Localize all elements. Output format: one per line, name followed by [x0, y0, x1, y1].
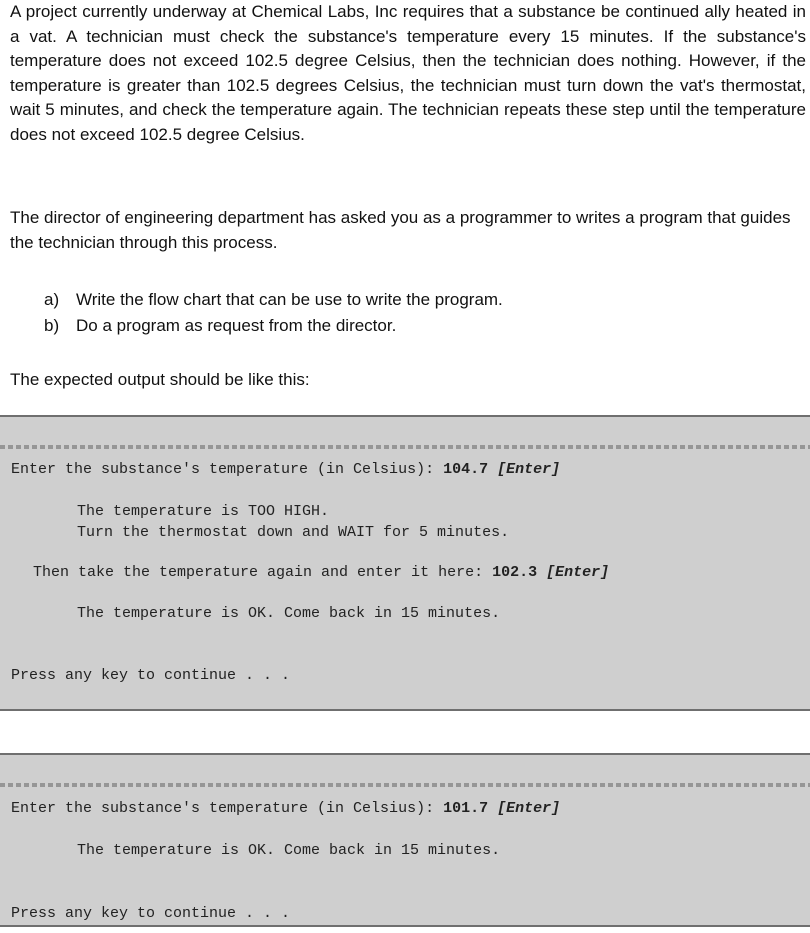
entered-value: 104.7: [443, 461, 489, 478]
press-any-key-text: Press any key to continue . . .: [11, 905, 291, 922]
retry-entered-value: 102.3: [492, 564, 538, 581]
temperature-prompt-line: [11, 800, 560, 817]
retry-prompt-text: Then take the temperature again and enter it here:: [33, 564, 493, 581]
entered-value: 101.7: [443, 800, 489, 817]
task-marker: a): [44, 290, 60, 309]
console-divider: [0, 783, 810, 787]
task-item: [44, 287, 503, 313]
console-output-2: [0, 753, 810, 927]
problem-paragraph-2: The director of engineering department has asked you as a programmer to writes a program that guides the technician through this process.: [10, 208, 791, 252]
problem-paragraph-1: A project currently underway at Chemical Labs, Inc requires that a substance be continued ally heated in a vat. A technician must check the substance's temperature every 15 minutes. If the substance's temperature does not exceed 102.5 degree Celsius, then the technician does nothing. However, if the temperature is greater than 102.5 degrees Celsius, the technician must turn down the vat's thermostat, wait 5 minutes, and check the temperature again. The technician repeats these step until the temperature does not exceed 102.5 degree Celsius.: [10, 2, 806, 144]
turn-down-message: Turn the thermostat down and WAIT for 5 minutes.: [77, 524, 510, 541]
console-output-1: [0, 415, 810, 711]
ok-message: The temperature is OK. Come back in 15 minutes.: [77, 605, 501, 622]
retry-enter-key-hint: [Enter]: [546, 564, 610, 581]
enter-key-hint: [Enter]: [497, 461, 561, 478]
retry-prompt-line: [33, 564, 609, 581]
console-divider: [0, 445, 810, 449]
task-text: Write the flow chart that can be use to write the program.: [76, 290, 503, 309]
ok-message: The temperature is OK. Come back in 15 minutes.: [77, 842, 501, 859]
enter-key-hint: [Enter]: [497, 800, 561, 817]
task-marker: b): [44, 316, 60, 335]
press-any-key-text: Press any key to continue . . .: [11, 667, 291, 684]
prompt-text: Enter the substance's temperature (in Celsius):: [11, 461, 444, 478]
task-item: [44, 313, 503, 339]
task-list: [44, 287, 503, 339]
too-high-message: The temperature is TOO HIGH.: [77, 503, 330, 520]
expected-output-intro: The expected output should be like this:: [10, 370, 310, 389]
temperature-prompt-line: [11, 461, 560, 478]
prompt-text: Enter the substance's temperature (in Celsius):: [11, 800, 444, 817]
task-text: Do a program as request from the director.: [76, 316, 397, 335]
